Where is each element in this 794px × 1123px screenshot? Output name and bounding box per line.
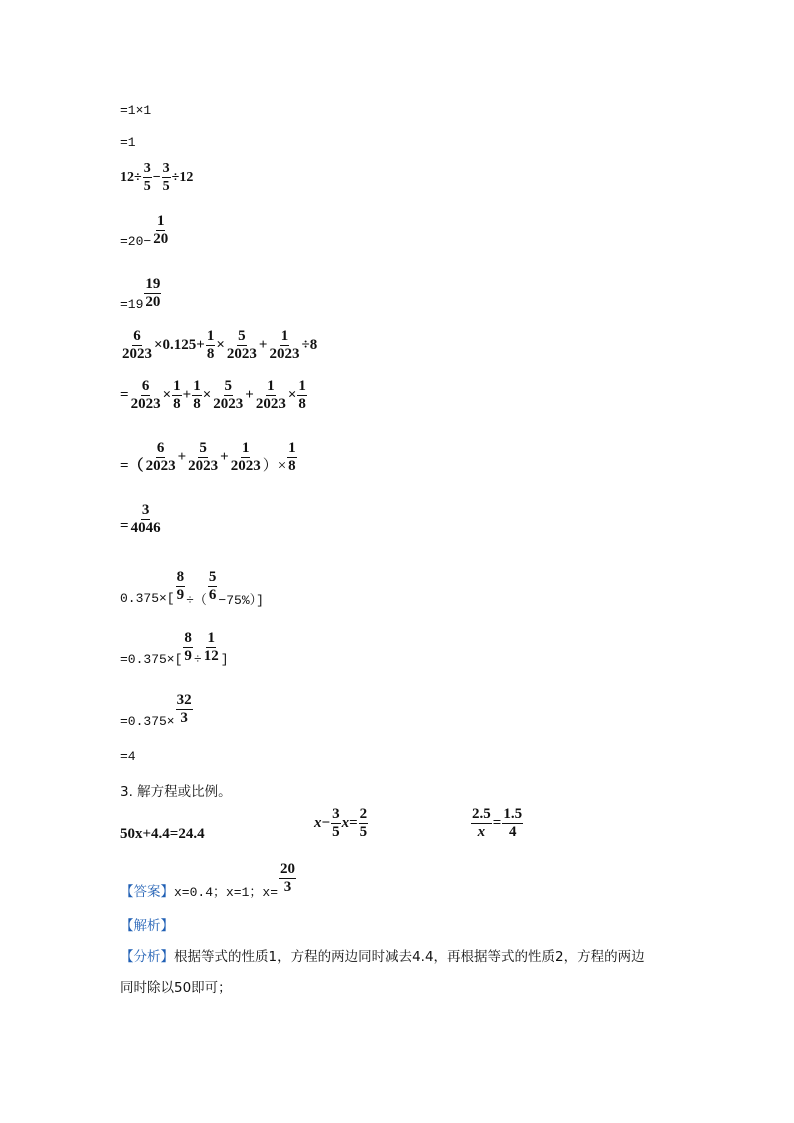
fraction bbox=[192, 378, 202, 413]
number: 12 bbox=[120, 169, 134, 185]
operator: + bbox=[220, 449, 229, 465]
operator: ）× bbox=[262, 458, 287, 474]
question-heading: 3. 解方程或比例。 bbox=[120, 784, 232, 800]
equation-2 bbox=[314, 806, 369, 841]
numerator: 1 bbox=[241, 440, 250, 456]
denominator: x bbox=[477, 824, 486, 840]
denominator: 3 bbox=[180, 710, 188, 726]
denominator: 5 bbox=[162, 179, 170, 194]
step-text: ÷ bbox=[193, 652, 202, 667]
numerator: 32 bbox=[176, 692, 192, 708]
denominator: 8 bbox=[173, 396, 181, 412]
numerator: 1 bbox=[173, 378, 181, 394]
step-text: =19 bbox=[120, 297, 144, 312]
denominator: 4046 bbox=[130, 520, 161, 536]
denominator: 2023 bbox=[230, 458, 261, 474]
fraction bbox=[176, 692, 193, 727]
numerator: 1 bbox=[206, 328, 215, 344]
fraction bbox=[206, 328, 216, 363]
number: 12 bbox=[179, 169, 194, 185]
fraction bbox=[203, 630, 220, 665]
operator: × bbox=[216, 337, 225, 353]
expression-line-11 bbox=[120, 628, 229, 667]
numerator: 6 bbox=[133, 328, 141, 344]
denominator: 5 bbox=[359, 824, 368, 840]
fraction bbox=[152, 213, 169, 248]
answer-line bbox=[120, 856, 297, 900]
variable: x bbox=[341, 815, 350, 831]
numerator: 19 bbox=[145, 276, 161, 292]
fraction bbox=[268, 328, 300, 363]
denominator: 9 bbox=[184, 648, 192, 664]
fraction bbox=[331, 806, 341, 841]
step-text: 0.375×[ bbox=[120, 591, 175, 606]
fraction bbox=[172, 378, 182, 413]
fraction bbox=[130, 502, 162, 537]
fraction bbox=[279, 861, 296, 896]
fraction bbox=[130, 378, 162, 413]
fraction bbox=[121, 328, 153, 363]
fraction bbox=[183, 630, 193, 665]
fenxi-text: 根据等式的性质1，方程的两边同时减去4.4，再根据等式的性质2，方程的两边 bbox=[174, 949, 645, 965]
numerator: 5 bbox=[224, 378, 232, 394]
denominator: 2023 bbox=[130, 396, 161, 412]
step-text: =1 bbox=[120, 135, 136, 150]
fraction bbox=[297, 378, 307, 413]
step-line-4 bbox=[120, 212, 170, 249]
expression-line-7 bbox=[120, 378, 308, 413]
numerator: 5 bbox=[199, 440, 207, 456]
operator: = bbox=[492, 815, 502, 831]
fraction bbox=[208, 569, 218, 604]
fenxi-line-1 bbox=[120, 945, 645, 965]
numerator: 1.5 bbox=[503, 806, 523, 822]
equation-text: 50x+4.4=24.4 bbox=[120, 826, 205, 842]
denominator: 8 bbox=[193, 396, 201, 412]
denominator: 5 bbox=[143, 179, 151, 194]
fraction bbox=[143, 160, 152, 195]
denominator: 2023 bbox=[188, 458, 219, 474]
denominator: 3 bbox=[283, 878, 292, 895]
section-title bbox=[120, 780, 232, 800]
denominator: 6 bbox=[208, 587, 217, 603]
numerator: 3 bbox=[332, 806, 340, 822]
operator: ÷ bbox=[134, 169, 142, 185]
numerator: 1 bbox=[298, 378, 306, 394]
answer-tag: 【答案】 bbox=[120, 884, 174, 900]
fraction bbox=[359, 806, 369, 841]
fraction bbox=[226, 328, 258, 363]
analysis-label: 【解析】 bbox=[120, 918, 174, 934]
denominator: 2023 bbox=[213, 396, 244, 412]
expression-line-9 bbox=[120, 502, 163, 537]
operator: = bbox=[120, 518, 129, 534]
analysis-tag bbox=[120, 914, 174, 934]
fraction bbox=[145, 440, 177, 475]
numerator: 6 bbox=[156, 440, 165, 456]
step-line-5 bbox=[120, 275, 162, 312]
numerator: 1 bbox=[207, 630, 215, 646]
fraction bbox=[230, 440, 262, 475]
step-text: −75%）] bbox=[218, 593, 264, 608]
fraction bbox=[471, 806, 492, 841]
denominator: 12 bbox=[203, 648, 219, 664]
equation-1 bbox=[120, 826, 205, 843]
operator: ×0.125+ bbox=[154, 337, 205, 353]
numerator: 5 bbox=[238, 328, 246, 344]
variable: x bbox=[314, 815, 322, 831]
numerator: 1 bbox=[280, 328, 289, 344]
operator: ÷ bbox=[171, 169, 180, 185]
step-line-13 bbox=[120, 749, 136, 764]
operator: ÷8 bbox=[301, 337, 318, 353]
step-text: =1×1 bbox=[120, 103, 152, 118]
numerator: 2.5 bbox=[472, 806, 491, 822]
operator: + bbox=[182, 387, 192, 403]
numerator: 8 bbox=[184, 630, 192, 646]
fraction bbox=[162, 160, 171, 195]
denominator: 20 bbox=[153, 231, 169, 247]
operator: − bbox=[321, 815, 331, 831]
fraction bbox=[187, 440, 219, 475]
numerator: 8 bbox=[176, 569, 185, 585]
expression-line-8 bbox=[120, 440, 298, 475]
fenxi-line-2 bbox=[120, 976, 232, 996]
denominator: 8 bbox=[288, 458, 296, 474]
denominator: 2023 bbox=[226, 346, 257, 362]
step-line-1 bbox=[120, 103, 151, 118]
fraction bbox=[502, 806, 523, 841]
numerator: 3 bbox=[141, 502, 150, 518]
operator: =（ bbox=[120, 458, 144, 474]
numerator: 20 bbox=[280, 860, 296, 877]
numerator: 5 bbox=[208, 569, 217, 585]
operator: × bbox=[202, 387, 212, 403]
expression-line-6 bbox=[120, 328, 317, 363]
denominator: 5 bbox=[332, 824, 340, 840]
numerator: 3 bbox=[162, 161, 170, 176]
step-text: ] bbox=[220, 652, 229, 667]
step-text: =4 bbox=[120, 749, 136, 764]
operator: = bbox=[120, 387, 129, 403]
operator: = bbox=[349, 815, 358, 831]
fraction bbox=[212, 378, 244, 413]
step-text: ÷（ bbox=[186, 593, 207, 608]
numerator: 1 bbox=[156, 213, 165, 229]
numerator: 3 bbox=[143, 161, 151, 176]
operator: × bbox=[162, 387, 172, 403]
numerator: 1 bbox=[288, 440, 296, 456]
equation-3 bbox=[470, 806, 524, 841]
denominator: 2023 bbox=[255, 396, 286, 412]
numerator: 1 bbox=[193, 378, 201, 394]
operator: + bbox=[177, 449, 187, 465]
denominator: 2023 bbox=[145, 458, 176, 474]
expression-line-3 bbox=[120, 160, 193, 195]
step-line-2 bbox=[120, 135, 136, 150]
numerator: 2 bbox=[359, 806, 368, 822]
fenxi-text: 同时除以50即可； bbox=[120, 980, 232, 996]
step-text: =0.375× bbox=[120, 714, 175, 729]
denominator: 20 bbox=[145, 294, 161, 310]
operator: + bbox=[245, 387, 254, 403]
expression-line-12 bbox=[120, 690, 194, 729]
step-text: =20− bbox=[120, 234, 152, 249]
denominator: 2023 bbox=[269, 346, 300, 362]
denominator: 4 bbox=[508, 824, 517, 840]
answer-text: x=0.4；x=1；x= bbox=[174, 884, 279, 900]
numerator: 6 bbox=[141, 378, 150, 394]
denominator: 8 bbox=[206, 346, 215, 362]
operator: × bbox=[287, 387, 297, 403]
fraction bbox=[176, 569, 186, 604]
numerator: 1 bbox=[267, 378, 275, 394]
operator: − bbox=[152, 169, 161, 185]
fenxi-tag: 【分析】 bbox=[120, 949, 174, 965]
denominator: 2023 bbox=[122, 346, 152, 362]
expression-line-10 bbox=[120, 565, 264, 608]
fraction bbox=[144, 276, 161, 311]
fraction bbox=[255, 378, 287, 413]
denominator: 9 bbox=[176, 587, 185, 603]
operator: + bbox=[258, 337, 268, 353]
fraction bbox=[287, 440, 297, 475]
denominator: 8 bbox=[298, 396, 306, 412]
step-text: =0.375×[ bbox=[120, 652, 183, 667]
